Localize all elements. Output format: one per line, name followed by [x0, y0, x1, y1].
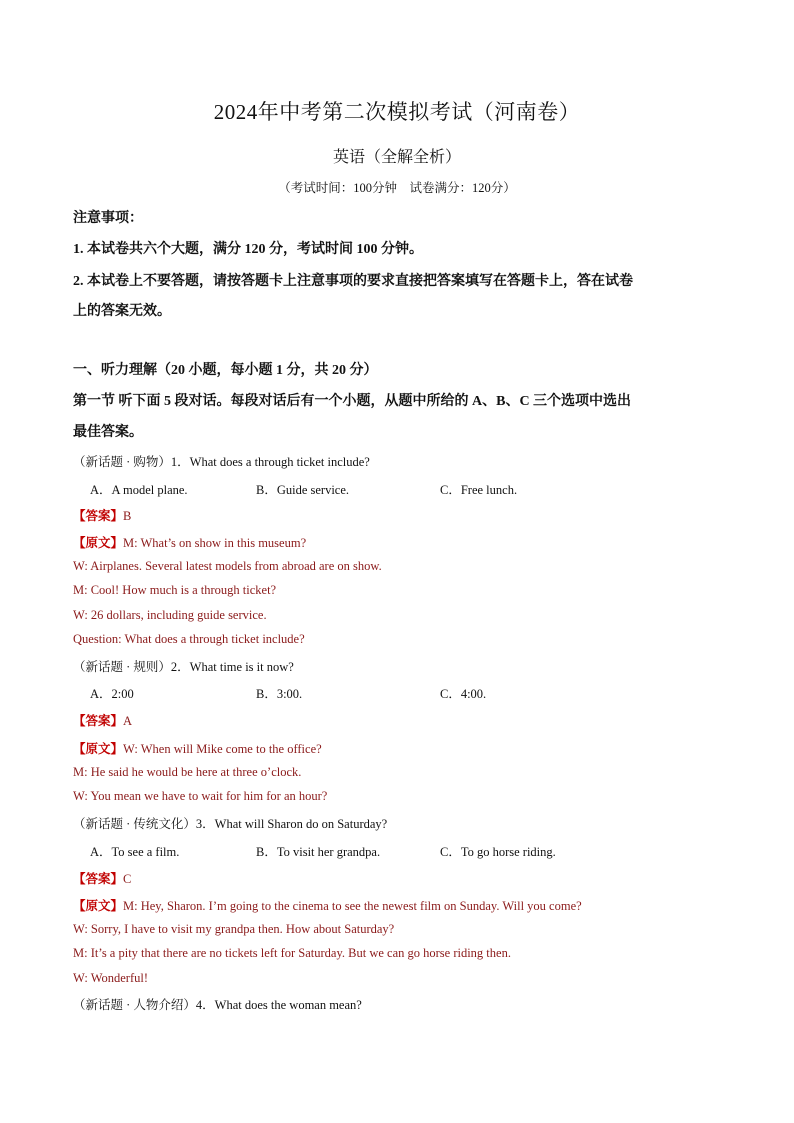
question-3-answer — [73, 869, 131, 887]
question-2-answer — [73, 711, 132, 729]
question-3-option-a: A．To see a film. — [90, 845, 180, 859]
question-3-transcript-line-3: M: It’s a pity that there are no tickets left for Saturday. But we can go horse riding then. — [73, 946, 511, 960]
part-instruction-line-1: 第一节 听下面 5 段对话。每段对话后有一个小题，从题中所给的 A、B、C 三个选项中选出 — [73, 394, 632, 409]
answer-value: C — [123, 872, 132, 886]
page-title: 2024年中考第二次模拟考试（河南卷） — [213, 100, 581, 124]
transcript-tag: 【原文】 — [73, 742, 124, 756]
question-2-transcript-line-1 — [73, 739, 322, 757]
question-1-answer — [73, 506, 131, 524]
transcript-text: M: Hey, Sharon. I’m going to the cinema to see the newest film on Sunday. Will you come? — [123, 899, 582, 913]
answer-value: A — [123, 714, 133, 728]
question-2-transcript-line-2: M: He said he would be here at three o’clock. — [73, 765, 302, 779]
question-1-option-c: C．Free lunch. — [440, 483, 518, 497]
question-2-option-b: B．3:00. — [256, 687, 303, 701]
section-heading: 一、听力理解（20 小题，每小题 1 分，共 20 分） — [73, 363, 378, 378]
question-4-stem: （新话题 · 人物介绍）4．What does the woman mean? — [73, 998, 362, 1012]
answer-value: B — [123, 509, 132, 523]
notes-item-2-line-1: 2. 本试卷上不要答题，请按答题卡上注意事项的要求直接把答案填写在答题卡上，答在试卷 — [73, 274, 633, 289]
question-3-transcript-line-4: W: Wonderful! — [73, 971, 149, 985]
notes-item-2-line-2: 上的答案无效。 — [73, 304, 171, 319]
question-1-option-a: A．A model plane. — [90, 483, 188, 497]
question-3-transcript-line-2: W: Sorry, I have to visit my grandpa then. How about Saturday? — [73, 922, 395, 936]
answer-tag: 【答案】 — [73, 714, 124, 728]
question-2-stem: （新话题 · 规则）2．What time is it now? — [73, 660, 294, 674]
question-3-option-c: C．To go horse riding. — [440, 845, 556, 859]
question-2-transcript-line-3: W: You mean we have to wait for him for an hour? — [73, 789, 328, 803]
question-3-option-b: B．To visit her grandpa. — [256, 845, 381, 859]
question-1-stem: （新话题 · 购物）1．What does a through ticket include? — [73, 455, 370, 469]
answer-tag: 【答案】 — [73, 509, 124, 523]
part-instruction-line-2: 最佳答案。 — [73, 425, 143, 440]
notes-item-1: 1. 本试卷共六个大题，满分 120 分，考试时间 100 分钟。 — [73, 242, 423, 257]
notes-heading: 注意事项： — [73, 211, 143, 226]
transcript-tag: 【原文】 — [73, 899, 124, 913]
question-2-option-a: A．2:00 — [90, 687, 134, 701]
transcript-text: W: When will Mike come to the office? — [123, 742, 322, 756]
question-1-option-b: B．Guide service. — [256, 483, 350, 497]
question-1-transcript-line-3: M: Cool! How much is a through ticket? — [73, 583, 277, 597]
transcript-text: M: What’s on show in this museum? — [123, 536, 307, 550]
exam-info: （考试时间：100分钟 试卷满分：120分） — [278, 181, 516, 195]
answer-tag: 【答案】 — [73, 872, 124, 886]
question-1-transcript-line-1 — [73, 533, 306, 551]
page-subtitle: 英语（全解全析） — [332, 149, 461, 166]
transcript-tag: 【原文】 — [73, 536, 124, 550]
question-1-transcript-line-2: W: Airplanes. Several latest models from abroad are on show. — [73, 559, 382, 573]
question-3-stem: （新话题 · 传统文化）3．What will Sharon do on Saturday? — [73, 817, 388, 831]
question-3-transcript-line-1 — [73, 896, 582, 914]
question-2-option-c: C．4:00. — [440, 687, 487, 701]
question-1-transcript-line-4: W: 26 dollars, including guide service. — [73, 608, 267, 622]
question-1-transcript-line-5: Question: What does a through ticket include? — [73, 632, 305, 646]
